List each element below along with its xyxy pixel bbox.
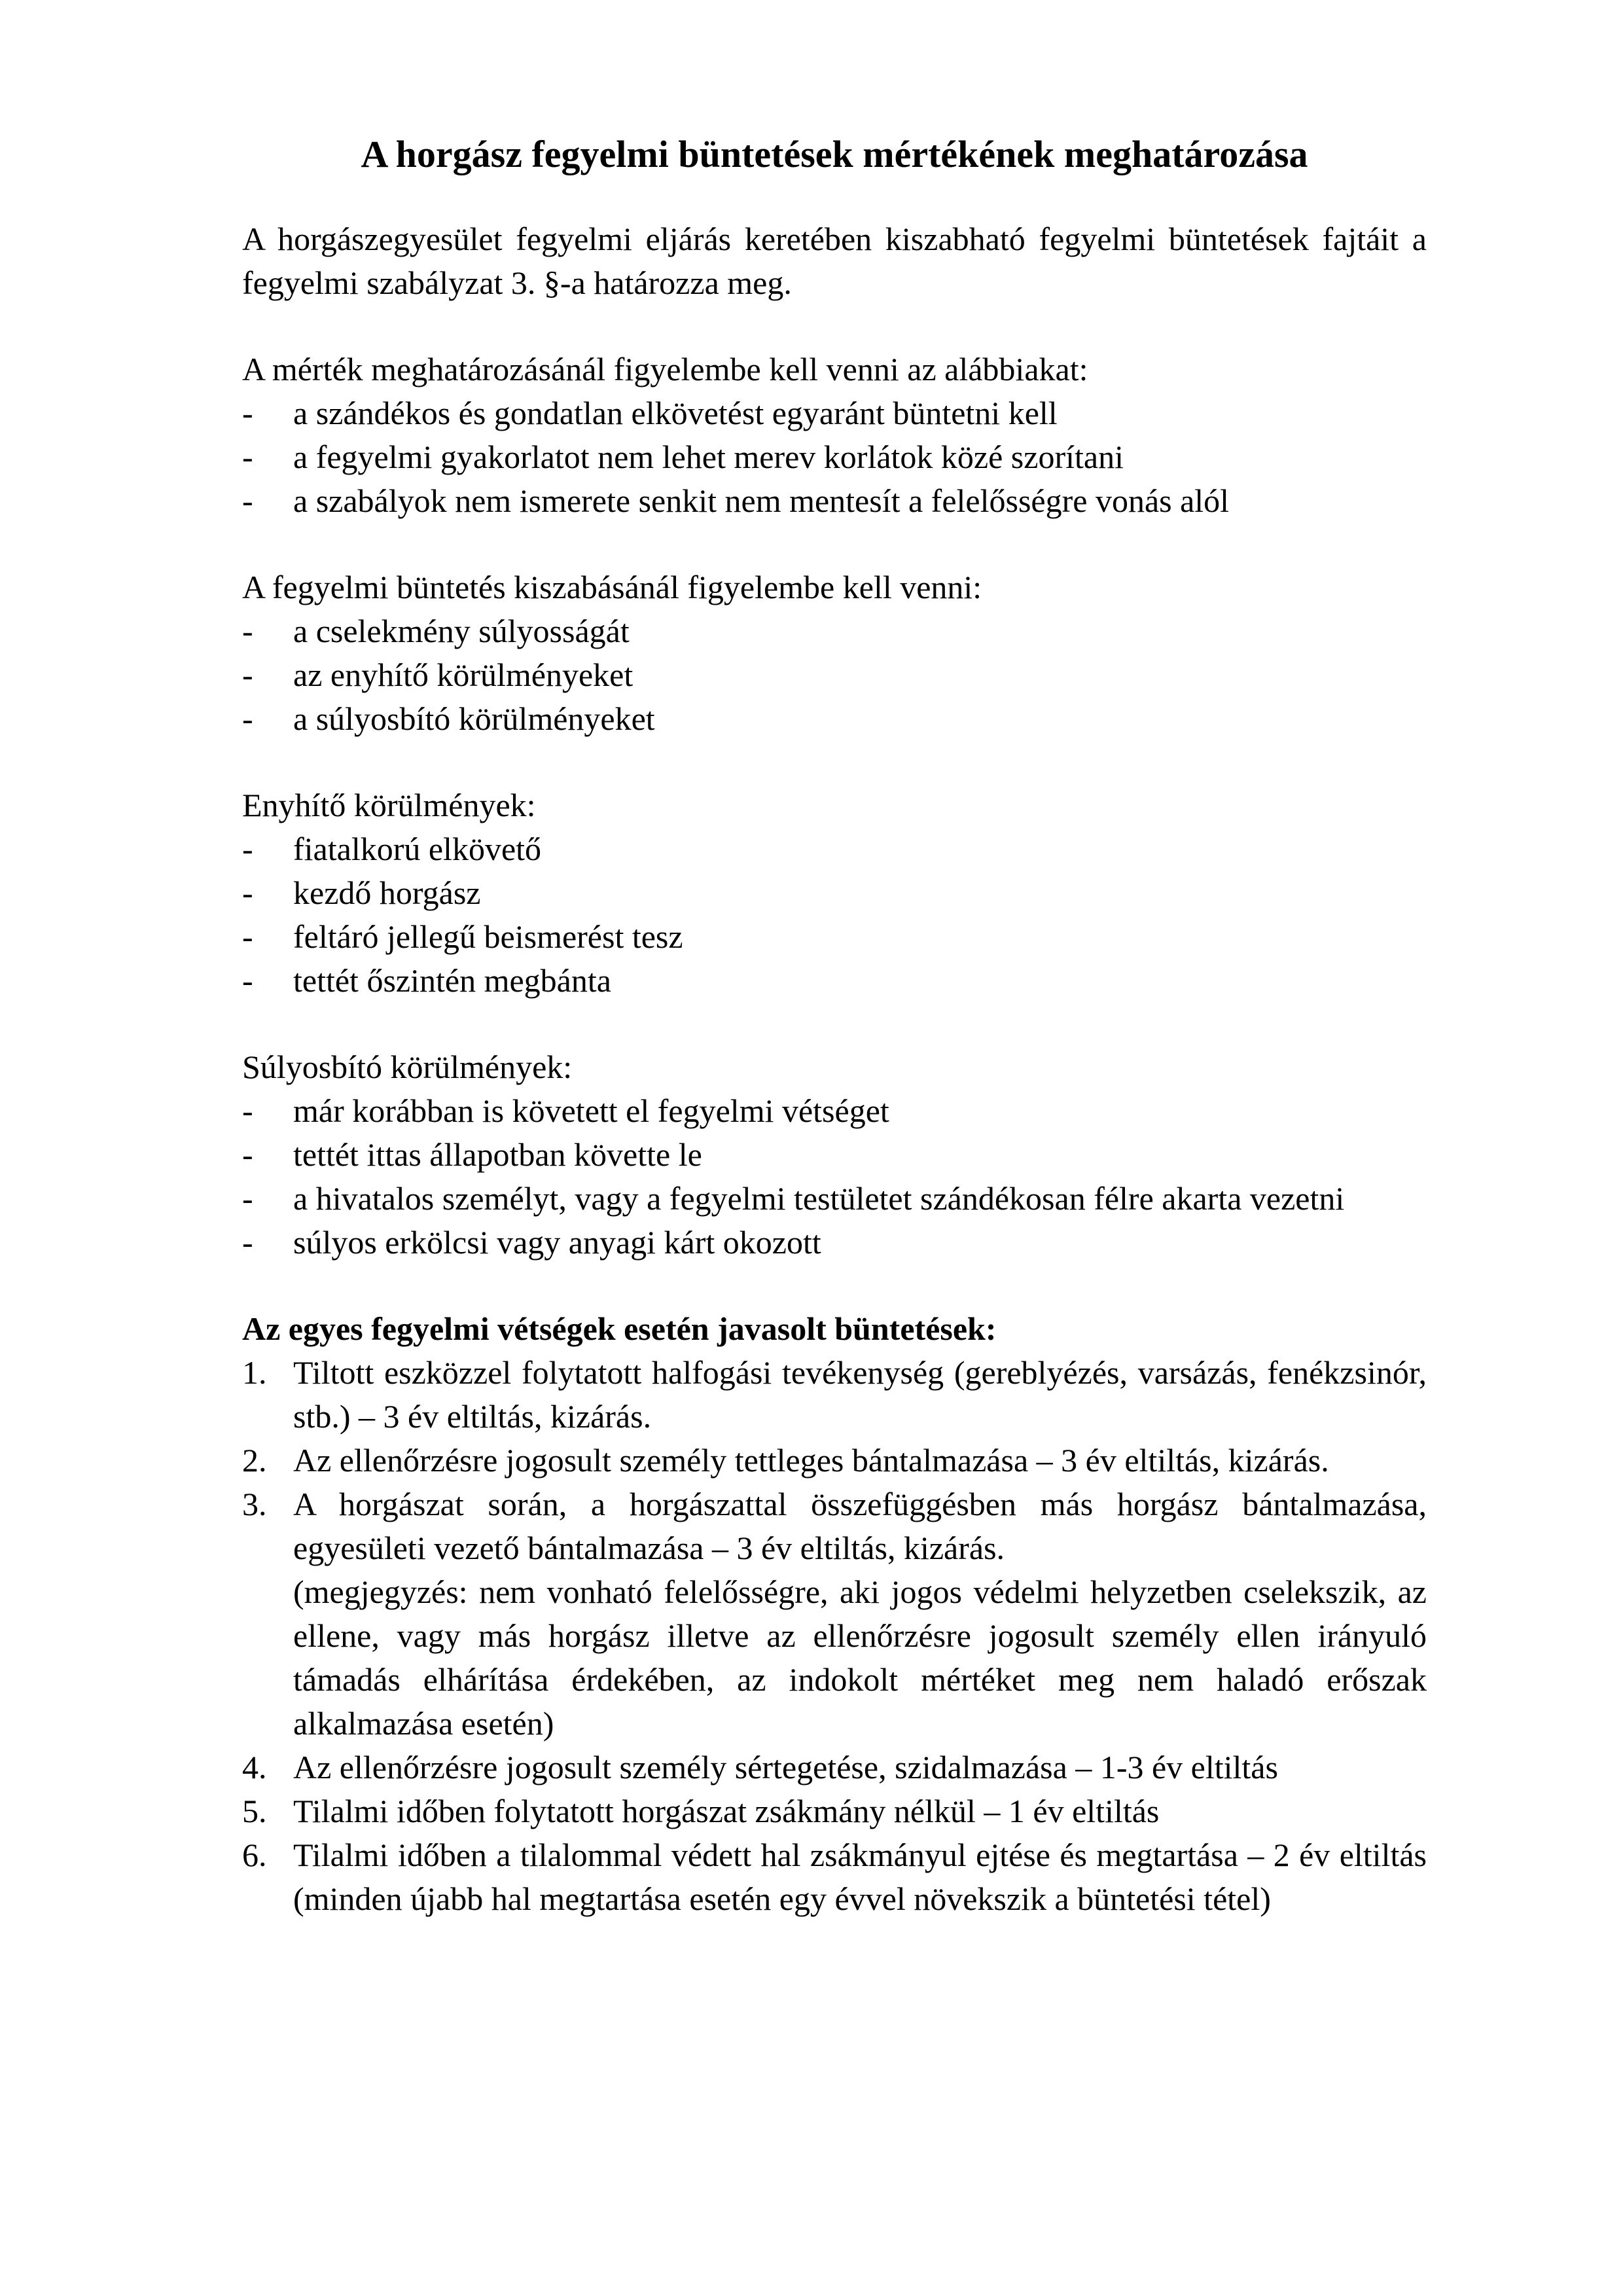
dash-bullet: - [242, 1180, 253, 1217]
list-item-text: tettét őszintén megbánta [293, 962, 611, 999]
dash-bullet: - [242, 962, 253, 999]
mitigating-list [242, 827, 1427, 1003]
measure-heading: A mérték meghatározásánál figyelembe kell venni az alábbiakat: [242, 351, 1088, 387]
list-item-text: kezdő horgász [293, 874, 481, 911]
numbered-item-text: Tilalmi időben folytatott horgászat zsákmány nélkül – 1 év eltiltás [293, 1793, 1160, 1829]
list-item [242, 1177, 1427, 1221]
penalties-list [242, 1351, 1427, 1921]
list-item [242, 871, 1427, 915]
list-item [242, 827, 1427, 871]
list-item [242, 435, 1427, 479]
aggravating-list [242, 1089, 1427, 1265]
list-item-text: a fegyelmi gyakorlatot nem lehet merev korlátok közé szorítani [293, 439, 1124, 475]
dash-bullet: - [242, 482, 253, 519]
mitigating-heading: Enyhítő körülmények: [242, 787, 536, 823]
numbered-item-note: (megjegyzés: nem vonható felelősségre, aki jogos védelmi helyzetben cselekszik, az ellene, vagy más horgász illetve az ellenőrzésre jogosult személy ellen irányuló támadás elhárítása érdekében, az indokolt mértéket meg nem haladó erőszak alkalmazása esetén) [293, 1573, 1427, 1742]
item-number: 3. [242, 1486, 267, 1522]
dash-bullet: - [242, 1092, 253, 1129]
numbered-item-text: A horgászat során, a horgászattal összefüggésben más horgász bántalmazása, egyesületi vezető bántalmazása – 3 év eltiltás, kizárás. [293, 1486, 1427, 1566]
list-item [242, 915, 1427, 959]
page-title: A horgász fegyelmi büntetések mértékének meghatározása [361, 133, 1308, 175]
list-item [242, 479, 1427, 523]
dash-bullet: - [242, 395, 253, 431]
list-item [242, 391, 1427, 435]
numbered-item-text: Az ellenőrzésre jogosult személy sértegetése, szidalmazása – 1-3 év eltiltás [293, 1749, 1278, 1785]
list-item-text: a cselekmény súlyosságát [293, 613, 630, 649]
dash-bullet: - [242, 656, 253, 693]
list-item [242, 609, 1427, 653]
numbered-item-text: Tiltott eszközzel folytatott halfogási tevékenység (gereblyézés, varsázás, fenékzsinór, stb.) – 3 év eltiltás, kizárás. [293, 1354, 1427, 1435]
imposition-list [242, 609, 1427, 741]
list-item-text: súlyos erkölcsi vagy anyagi kárt okozott [293, 1224, 821, 1261]
imposition-section [242, 565, 1427, 741]
numbered-item-text: Tilalmi időben a tilalommal védett hal zsákmányul ejtése és megtartása – 2 év eltiltás (minden újabb hal megtartása esetén egy évvel növekszik a büntetési tétel) [293, 1837, 1427, 1917]
list-item-text: a súlyosbító körülményeket [293, 700, 655, 737]
list-item-text: már korábban is követett el fegyelmi vétséget [293, 1092, 889, 1129]
list-item [242, 697, 1427, 741]
dash-bullet: - [242, 918, 253, 955]
list-item-text: a hivatalos személyt, vagy a fegyelmi testületet szándékosan félre akarta vezetni [293, 1180, 1345, 1217]
item-number: 2. [242, 1442, 267, 1479]
dash-bullet: - [242, 613, 253, 649]
numbered-item-text: Az ellenőrzésre jogosult személy tettleges bántalmazása – 3 év eltiltás, kizárás. [293, 1442, 1329, 1479]
dash-bullet: - [242, 700, 253, 737]
numbered-item [242, 1351, 1427, 1439]
list-item-text: a szándékos és gondatlan elkövetést egyaránt büntetni kell [293, 395, 1058, 431]
list-item [242, 1221, 1427, 1265]
list-item-text: az enyhítő körülményeket [293, 656, 633, 693]
numbered-item [242, 1833, 1427, 1921]
item-number: 5. [242, 1793, 267, 1829]
list-item-text: a szabályok nem ismerete senkit nem mentesít a felelősségre vonás alól [293, 482, 1230, 519]
numbered-item [242, 1746, 1427, 1789]
intro-paragraph: A horgászegyesület fegyelmi eljárás keretében kiszabható fegyelmi büntetések fajtáit a fegyelmi szabályzat 3. §-a határozza meg. [242, 221, 1427, 301]
intro-section [242, 217, 1427, 305]
list-item [242, 1133, 1427, 1177]
dash-bullet: - [242, 1136, 253, 1173]
dash-bullet: - [242, 439, 253, 475]
dash-bullet: - [242, 831, 253, 867]
item-number: 6. [242, 1837, 267, 1873]
numbered-item [242, 1789, 1427, 1833]
penalties-section [242, 1307, 1427, 1921]
item-number: 1. [242, 1354, 267, 1391]
imposition-heading: A fegyelmi büntetés kiszabásánál figyelembe kell venni: [242, 569, 982, 605]
dash-bullet: - [242, 874, 253, 911]
penalties-heading: Az egyes fegyelmi vétségek esetén javasolt büntetések: [242, 1310, 997, 1347]
list-item [242, 1089, 1427, 1133]
measure-section [242, 348, 1427, 523]
measure-list [242, 391, 1427, 523]
aggravating-heading: Súlyosbító körülmények: [242, 1049, 573, 1085]
list-item [242, 653, 1427, 697]
list-item-text: feltáró jellegű beismerést tesz [293, 918, 683, 955]
list-item [242, 959, 1427, 1003]
numbered-item [242, 1439, 1427, 1482]
numbered-item [242, 1482, 1427, 1746]
aggravating-section [242, 1045, 1427, 1265]
mitigating-section [242, 783, 1427, 1003]
list-item-text: fiatalkorú elkövető [293, 831, 542, 867]
dash-bullet: - [242, 1224, 253, 1261]
document-body [242, 131, 1427, 1964]
list-item-text: tettét ittas állapotban követte le [293, 1136, 702, 1173]
item-number: 4. [242, 1749, 267, 1785]
